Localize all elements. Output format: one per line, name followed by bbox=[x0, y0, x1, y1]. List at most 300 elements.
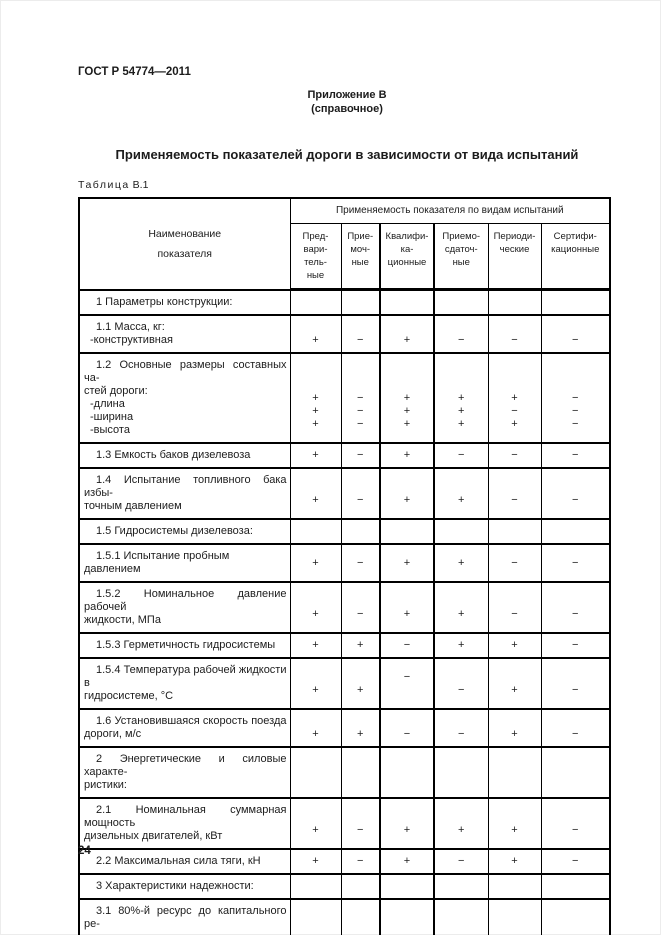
column-header bbox=[290, 224, 341, 290]
row-label-line: 1.3 Емкость баков дизелевоза bbox=[96, 449, 251, 461]
row-value-cell bbox=[341, 747, 380, 798]
row-value-cell bbox=[380, 798, 434, 849]
row-value-cell bbox=[380, 899, 434, 935]
row-value-line bbox=[291, 321, 341, 334]
row-value-line: − bbox=[357, 556, 364, 569]
row-value-line: + bbox=[511, 417, 518, 430]
row-value-line bbox=[435, 773, 488, 786]
row-value-line: + bbox=[312, 556, 319, 569]
row-value-line bbox=[489, 715, 541, 728]
row-value-cell bbox=[290, 747, 341, 798]
row-value-cell bbox=[434, 315, 488, 353]
row-value-cell bbox=[290, 353, 341, 443]
row-value-line: + bbox=[458, 639, 465, 651]
row-value-cell bbox=[380, 849, 434, 874]
row-value-line: + bbox=[511, 639, 518, 651]
row-value-line: − bbox=[572, 493, 579, 506]
row-value-cell bbox=[341, 315, 380, 353]
row-value-cell bbox=[434, 353, 488, 443]
row-value-line: + bbox=[403, 607, 411, 620]
appendix-heading bbox=[47, 88, 647, 116]
row-value-line: − bbox=[357, 449, 364, 461]
row-value-line: + bbox=[312, 493, 319, 506]
row-value-line: − bbox=[403, 728, 411, 740]
row-value-line bbox=[342, 525, 380, 538]
row-label bbox=[79, 633, 290, 658]
row-value-line bbox=[435, 760, 488, 773]
row-value-line: + bbox=[403, 449, 411, 461]
row-value-line: − bbox=[572, 404, 579, 417]
row-value-line bbox=[435, 379, 488, 392]
row-value-line: − bbox=[511, 334, 518, 346]
row-value-line: − bbox=[572, 391, 579, 404]
row-value-cell bbox=[434, 582, 488, 633]
row-value-line: + bbox=[312, 391, 319, 404]
row-value-cell bbox=[341, 582, 380, 633]
row-value-line: + bbox=[458, 607, 465, 620]
row-value-line: + bbox=[403, 404, 411, 417]
row-value-line bbox=[342, 773, 380, 786]
row-value-line: + bbox=[511, 855, 518, 867]
row-value-line: + bbox=[511, 683, 518, 696]
row-value-cell bbox=[541, 315, 610, 353]
table-row bbox=[79, 658, 610, 709]
row-value-line: − bbox=[572, 683, 579, 696]
row-value-line bbox=[291, 379, 341, 392]
row-value-cell bbox=[541, 353, 610, 443]
row-value-line: + bbox=[458, 391, 465, 404]
row-value-line bbox=[489, 296, 541, 309]
row-value-line bbox=[542, 595, 610, 608]
column-header bbox=[541, 224, 610, 290]
row-label-line: 2.2 Максимальная сила тяги, кН bbox=[96, 855, 261, 867]
row-label-line: 1.2 Основные размеры составных ча- bbox=[84, 359, 287, 384]
row-value-line bbox=[542, 671, 610, 684]
row-value-line: + bbox=[357, 728, 364, 740]
row-label bbox=[79, 899, 290, 935]
table-row bbox=[79, 315, 610, 353]
row-value-cell bbox=[380, 544, 434, 582]
row-value-cell bbox=[434, 747, 488, 798]
column-header-line: Приемо- bbox=[442, 231, 481, 242]
row-value-line bbox=[342, 912, 380, 925]
row-label-line: 1.6 Установившаяся скорость поезда bbox=[96, 715, 287, 727]
row-label bbox=[79, 849, 290, 874]
row-value-line bbox=[489, 880, 541, 893]
appendix-note: (справочное) bbox=[311, 103, 383, 115]
row-value-line: + bbox=[403, 493, 411, 506]
row-value-line bbox=[435, 296, 488, 309]
row-label bbox=[79, 798, 290, 849]
row-value-line: − bbox=[511, 404, 518, 417]
row-label-line: 2.1 Номинальная суммарная мощность bbox=[84, 804, 287, 829]
column-header-line: Периоди- bbox=[493, 231, 536, 242]
row-value-line: + bbox=[458, 823, 465, 836]
name-header-line2: показателя bbox=[157, 247, 212, 260]
row-value-cell bbox=[488, 582, 541, 633]
row-value-cell bbox=[541, 798, 610, 849]
row-value-line: + bbox=[312, 404, 319, 417]
row-label-line: 1.5.3 Герметичность гидросистемы bbox=[96, 639, 276, 651]
row-label bbox=[79, 353, 290, 443]
row-value-cell bbox=[290, 468, 341, 519]
row-value-line: + bbox=[312, 855, 319, 867]
row-value-line bbox=[381, 715, 433, 728]
column-header-line: Прие- bbox=[347, 231, 374, 242]
row-value-cell bbox=[380, 315, 434, 353]
row-value-line: − bbox=[458, 683, 465, 696]
row-value-line: − bbox=[357, 391, 364, 404]
row-label-line: 1.5.4 Температура рабочей жидкости в bbox=[84, 664, 287, 689]
row-value-line bbox=[542, 481, 610, 494]
name-header-line1: Наименование bbox=[148, 227, 222, 240]
row-value-line bbox=[435, 321, 488, 334]
row-value-line bbox=[542, 773, 610, 786]
row-value-line bbox=[542, 715, 610, 728]
row-value-line bbox=[291, 773, 341, 786]
column-header bbox=[341, 224, 380, 290]
row-value-line: + bbox=[312, 334, 319, 346]
row-value-cell bbox=[380, 468, 434, 519]
doc-code: ГОСТ Р 54774—2011 bbox=[78, 66, 191, 78]
row-value-line bbox=[542, 379, 610, 392]
row-value-cell bbox=[541, 468, 610, 519]
row-value-cell bbox=[290, 519, 341, 544]
row-value-cell bbox=[341, 468, 380, 519]
row-value-cell bbox=[341, 519, 380, 544]
row-value-cell bbox=[541, 899, 610, 935]
row-value-line: − bbox=[458, 855, 465, 867]
row-value-line bbox=[489, 321, 541, 334]
row-label-line: -ширина bbox=[90, 411, 134, 423]
row-value-line: − bbox=[572, 823, 579, 836]
row-value-cell bbox=[434, 798, 488, 849]
row-label bbox=[79, 468, 290, 519]
row-value-cell bbox=[290, 633, 341, 658]
row-value-line bbox=[342, 811, 380, 824]
row-value-line bbox=[435, 880, 488, 893]
row-value-cell bbox=[341, 899, 380, 935]
row-value-line bbox=[381, 760, 433, 773]
row-value-line bbox=[542, 912, 610, 925]
table-body bbox=[79, 198, 610, 935]
row-value-line bbox=[342, 671, 380, 684]
row-value-line bbox=[435, 912, 488, 925]
row-label bbox=[79, 582, 290, 633]
column-header-line: моч- bbox=[350, 244, 371, 255]
row-label-line: 1.5.2 Номинальное давление рабочей bbox=[84, 588, 287, 613]
row-value-line: − bbox=[458, 728, 465, 740]
row-value-cell bbox=[380, 658, 434, 709]
row-value-line: + bbox=[357, 639, 364, 651]
row-value-line bbox=[342, 760, 380, 773]
table-caption-number: В.1 bbox=[132, 179, 149, 191]
row-value-line bbox=[342, 379, 380, 392]
page-number: 24 bbox=[78, 845, 91, 857]
row-value-cell bbox=[541, 709, 610, 747]
row-label-line: ристики: bbox=[84, 779, 127, 791]
row-value-line bbox=[342, 296, 380, 309]
row-value-line bbox=[542, 321, 610, 334]
row-value-line: − bbox=[357, 823, 364, 836]
column-header-line: кационные bbox=[551, 244, 600, 255]
row-value-cell bbox=[290, 544, 341, 582]
row-value-line: − bbox=[572, 449, 579, 461]
column-header bbox=[380, 224, 434, 290]
row-label-line: 1.5.1 Испытание пробным давлением bbox=[84, 550, 230, 575]
row-label-line: -длина bbox=[90, 398, 125, 410]
row-value-cell bbox=[434, 709, 488, 747]
row-value-cell bbox=[341, 658, 380, 709]
row-value-cell bbox=[434, 443, 488, 468]
row-value-line: + bbox=[312, 607, 319, 620]
row-value-cell bbox=[541, 747, 610, 798]
row-value-line bbox=[542, 760, 610, 773]
row-value-line bbox=[381, 525, 433, 538]
row-value-line bbox=[435, 595, 488, 608]
row-value-cell bbox=[380, 582, 434, 633]
row-value-line: + bbox=[312, 417, 319, 430]
table-row bbox=[79, 747, 610, 798]
row-value-cell bbox=[380, 290, 434, 316]
row-label bbox=[79, 315, 290, 353]
row-value-cell bbox=[380, 353, 434, 443]
row-value-cell bbox=[488, 798, 541, 849]
row-value-line bbox=[342, 715, 380, 728]
column-header-line: ческие bbox=[499, 244, 530, 255]
row-value-line: + bbox=[312, 449, 319, 461]
row-value-cell bbox=[341, 353, 380, 443]
table-row bbox=[79, 290, 610, 316]
table-row bbox=[79, 468, 610, 519]
row-value-cell bbox=[290, 709, 341, 747]
row-label-line: 1.4 Испытание топливного бака избы- bbox=[84, 474, 287, 499]
row-value-cell bbox=[488, 874, 541, 899]
row-value-line bbox=[489, 912, 541, 925]
row-value-line: − bbox=[511, 607, 518, 620]
row-value-cell bbox=[380, 519, 434, 544]
row-label-line: 3 Характеристики надежности: bbox=[96, 880, 254, 892]
row-value-line bbox=[435, 715, 488, 728]
row-value-cell bbox=[488, 747, 541, 798]
column-header bbox=[488, 224, 541, 290]
row-label bbox=[79, 709, 290, 747]
row-value-line bbox=[489, 366, 541, 379]
row-value-line: − bbox=[572, 855, 579, 867]
row-value-line bbox=[489, 481, 541, 494]
row-value-cell bbox=[341, 633, 380, 658]
row-value-line bbox=[291, 525, 341, 538]
row-label bbox=[79, 519, 290, 544]
column-header-line: ные bbox=[452, 257, 470, 268]
row-label-line: -высота bbox=[90, 424, 130, 436]
row-value-line bbox=[291, 481, 341, 494]
row-value-line bbox=[435, 525, 488, 538]
table-row bbox=[79, 798, 610, 849]
row-label-line: 2 Энергетические и силовые характе- bbox=[84, 753, 287, 778]
row-value-line: + bbox=[511, 391, 518, 404]
table-row bbox=[79, 353, 610, 443]
row-value-line bbox=[381, 379, 433, 392]
row-value-line: + bbox=[458, 417, 465, 430]
row-value-line bbox=[542, 525, 610, 538]
column-header-line: тель- bbox=[304, 257, 327, 268]
row-value-cell bbox=[290, 582, 341, 633]
row-value-cell bbox=[290, 443, 341, 468]
table-row bbox=[79, 874, 610, 899]
row-value-cell bbox=[488, 658, 541, 709]
row-value-line: + bbox=[312, 639, 319, 651]
row-value-line bbox=[489, 595, 541, 608]
row-value-line bbox=[381, 321, 433, 334]
row-value-line bbox=[381, 880, 433, 893]
row-value-cell bbox=[434, 519, 488, 544]
row-label-line: дизельных двигателей, кВт bbox=[84, 830, 223, 842]
row-value-line bbox=[291, 715, 341, 728]
row-value-line: + bbox=[312, 728, 319, 740]
row-value-cell bbox=[341, 544, 380, 582]
row-value-cell bbox=[488, 519, 541, 544]
row-value-line: − bbox=[511, 493, 518, 506]
page-title: Применяемость показателей дороги в зависимости от вида испытаний bbox=[115, 147, 579, 162]
column-header-line: сдаточ- bbox=[444, 244, 478, 255]
row-value-cell bbox=[290, 290, 341, 316]
table-row bbox=[79, 519, 610, 544]
row-value-line: − bbox=[403, 639, 411, 651]
header-row-group bbox=[79, 198, 610, 224]
table-caption-word: Таблица bbox=[78, 179, 130, 191]
group-header-cell: Применяемость показателя по видам испытаний bbox=[290, 198, 610, 224]
row-value-line bbox=[291, 880, 341, 893]
column-header-line: Квалифи- bbox=[385, 231, 429, 242]
row-value-cell bbox=[488, 290, 541, 316]
row-value-cell bbox=[290, 899, 341, 935]
row-value-line: − bbox=[357, 493, 364, 506]
row-value-line: − bbox=[511, 556, 518, 569]
applicability-table bbox=[78, 197, 611, 935]
row-label-line: жидкости, МПа bbox=[84, 614, 161, 626]
row-label bbox=[79, 874, 290, 899]
row-value-line bbox=[291, 912, 341, 925]
row-value-cell bbox=[541, 849, 610, 874]
row-value-cell bbox=[341, 290, 380, 316]
row-value-line: − bbox=[357, 855, 364, 867]
row-value-cell bbox=[541, 658, 610, 709]
column-header bbox=[434, 224, 488, 290]
row-value-cell bbox=[488, 899, 541, 935]
row-value-line bbox=[489, 525, 541, 538]
row-value-line bbox=[291, 760, 341, 773]
row-value-line bbox=[381, 296, 433, 309]
table-caption bbox=[78, 179, 148, 191]
row-value-cell bbox=[380, 874, 434, 899]
row-value-cell bbox=[488, 443, 541, 468]
row-value-cell bbox=[290, 874, 341, 899]
row-value-cell bbox=[488, 353, 541, 443]
row-value-line: + bbox=[403, 823, 411, 836]
row-value-cell bbox=[341, 443, 380, 468]
row-value-line: − bbox=[572, 556, 579, 569]
table-row bbox=[79, 443, 610, 468]
table-row bbox=[79, 709, 610, 747]
row-label-line: гидросистеме, °С bbox=[84, 690, 174, 702]
table-row bbox=[79, 544, 610, 582]
row-value-line: + bbox=[403, 855, 411, 867]
row-value-cell bbox=[488, 315, 541, 353]
row-value-cell bbox=[290, 849, 341, 874]
row-value-line: − bbox=[572, 417, 579, 430]
row-value-cell bbox=[434, 658, 488, 709]
row-value-line: − bbox=[572, 607, 579, 620]
column-header-line: вари- bbox=[303, 244, 328, 255]
row-label bbox=[79, 443, 290, 468]
row-value-line: − bbox=[357, 417, 364, 430]
column-header-line: ные bbox=[306, 270, 325, 281]
row-value-line bbox=[542, 880, 610, 893]
row-label-line: 1 Параметры конструкции: bbox=[96, 295, 233, 308]
appendix-label: Приложение В bbox=[307, 89, 387, 101]
row-label-line: 1.1 Масса, кг: bbox=[96, 321, 165, 333]
row-value-line bbox=[435, 481, 488, 494]
row-label-line: 3.1 80%-й ресурс до капитального ре- bbox=[84, 905, 287, 930]
row-value-line bbox=[542, 296, 610, 309]
row-value-line: − bbox=[357, 334, 364, 346]
row-value-line: + bbox=[511, 728, 518, 740]
row-value-line bbox=[489, 760, 541, 773]
row-value-cell bbox=[434, 874, 488, 899]
row-value-cell bbox=[541, 874, 610, 899]
row-value-line bbox=[381, 595, 433, 608]
row-value-cell bbox=[434, 849, 488, 874]
column-header-line: ные bbox=[351, 257, 369, 268]
row-value-line: + bbox=[312, 683, 319, 696]
row-value-cell bbox=[290, 798, 341, 849]
row-value-line: − bbox=[572, 334, 579, 346]
row-value-cell bbox=[341, 709, 380, 747]
row-value-line bbox=[435, 811, 488, 824]
row-value-line bbox=[342, 366, 380, 379]
row-value-line bbox=[489, 811, 541, 824]
table-row bbox=[79, 582, 610, 633]
row-value-cell bbox=[380, 443, 434, 468]
row-value-cell bbox=[541, 290, 610, 316]
row-value-line bbox=[381, 773, 433, 786]
column-header-line: Пред- bbox=[302, 231, 329, 242]
row-value-cell bbox=[290, 658, 341, 709]
row-value-line bbox=[489, 773, 541, 786]
row-value-line bbox=[342, 595, 380, 608]
row-value-line: − bbox=[511, 449, 518, 461]
row-value-line bbox=[489, 671, 541, 684]
row-value-line bbox=[435, 366, 488, 379]
row-label-line: 1.5 Гидросистемы дизелевоза: bbox=[96, 525, 253, 537]
row-value-cell bbox=[380, 633, 434, 658]
row-value-cell bbox=[541, 443, 610, 468]
row-value-line bbox=[435, 671, 488, 684]
row-value-cell bbox=[434, 899, 488, 935]
row-value-line: + bbox=[511, 823, 518, 836]
row-value-line bbox=[381, 912, 433, 925]
row-value-line: + bbox=[403, 556, 411, 569]
row-value-line: − bbox=[458, 334, 465, 346]
row-value-cell bbox=[434, 633, 488, 658]
column-header-line: Сертифи- bbox=[553, 231, 597, 242]
row-value-line bbox=[291, 671, 341, 684]
row-value-line: + bbox=[357, 683, 364, 696]
row-value-cell bbox=[541, 633, 610, 658]
row-value-cell bbox=[488, 849, 541, 874]
row-value-cell bbox=[290, 315, 341, 353]
